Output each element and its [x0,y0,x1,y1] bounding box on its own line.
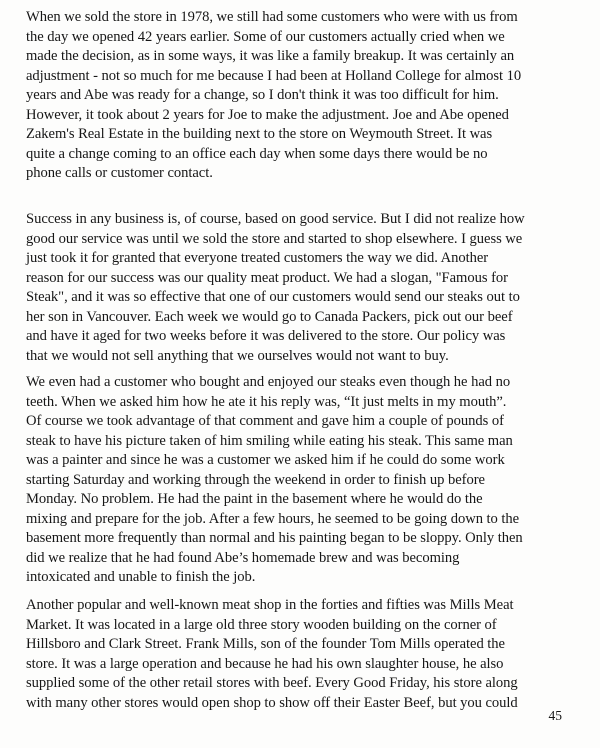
text-line: store. It was a large operation and because he had his own slaughter house, he also [26,655,504,672]
text-line: Zakem's Real Estate in the building next to the store on Weymouth Street. It was [26,126,493,142]
text-line: basement more frequently than normal and his painting began to be sloppy. Only then [26,530,523,546]
text-line: that we would not sell anything that we ourselves would not want to buy. [26,347,449,364]
text-line: good our service was until we sold the store and started to shop elsewhere. I guess we [26,230,523,247]
text-line: Market. It was located in a large old three story wooden building on the corner of [26,616,497,633]
text-line: and have it aged for two weeks before it was delivered to the store. Our policy was [26,328,506,344]
paragraph-1 [26,8,586,184]
text-line: When we sold the store in 1978, we still had some customers who were with us from [26,9,518,25]
text-line: mixing and prepare for the job. After a few hours, he seemed to be going down to the [26,510,520,527]
text-line: supplied some of the other retail stores with beef. Every Good Friday, his store along [26,675,518,691]
text-line: quite a change coming to an office each day when some days there would be no [26,145,488,162]
text-line: Monday. No problem. He had the paint in the basement where he would do the [26,491,483,507]
text-line: Success in any business is, of course, based on good service. But I did not realize how [26,211,525,227]
text-line: starting Saturday and working through the weekend in order to finish up before [26,471,485,488]
text-line: teeth. When we asked him how he ate it his reply was, “It just melts in my mouth”. [26,393,507,410]
text-line: Steak", and it was so effective that one of our customers would send our steaks out to [26,289,520,305]
text-line: did we realize that he had found Abe’s homemade brew and was becoming [26,549,460,566]
text-line: steak to have his picture taken of him smiling while eating his steak. This same man [26,432,513,449]
text-line: Another popular and well-known meat shop in the forties and fifties was Mills Meat [26,597,514,613]
text-line: phone calls or customer contact. [26,165,213,181]
text-line: Of course we took advantage of that comment and gave him a couple of pounds of [26,413,504,429]
paragraph-2 [26,210,586,366]
text-line: with many other stores would open shop to show off their Easter Beef, but you could [26,694,518,711]
text-line: We even had a customer who bought and enjoyed our steaks even though he had no [26,374,511,390]
text-line: years and Abe was ready for a change, so I don't think it was too difficult for him. [26,87,499,103]
text-line: intoxicated and unable to finish the job. [26,569,256,585]
text-line: Hillsboro and Clark Street. Frank Mills, son of the founder Tom Mills operated the [26,636,505,652]
text-line: reason for our success was our quality meat product. We had a slogan, "Famous for [26,269,508,286]
text-line: the day we opened 42 years earlier. Some of our customers actually cried when we [26,28,505,45]
text-line: made the decision, as in some ways, it was like a family breakup. It was certainly an [26,48,515,64]
paragraph-3 [26,373,586,588]
text-line: However, it took about 2 years for Joe to make the adjustment. Joe and Abe opened [26,106,509,123]
paragraph-4 [26,596,586,713]
text-line: her son in Vancouver. Each week we would go to Canada Packers, pick out our beef [26,308,513,325]
page-number: 45 [548,708,562,723]
text-line: was a painter and since he was a customer we asked him if he could do some work [26,452,505,468]
text-line: adjustment - not so much for me because I had been at Holland College for almost 10 [26,67,522,84]
text-line: just took it for granted that everyone treated customers the way we did. Another [26,250,489,266]
